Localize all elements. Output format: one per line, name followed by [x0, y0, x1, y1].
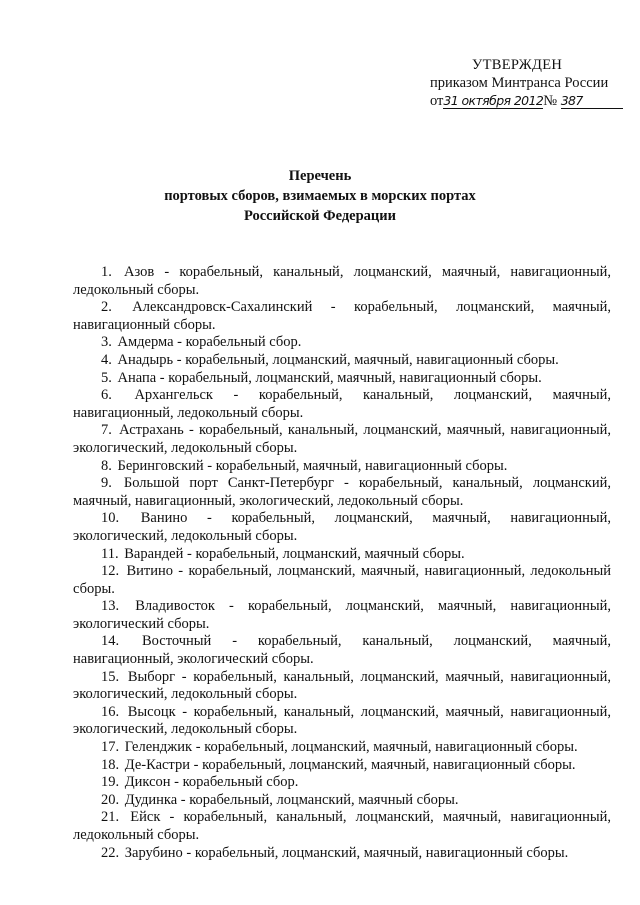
- item-number: 15.: [101, 668, 120, 685]
- item-number: 8.: [101, 457, 112, 474]
- port-name: Архангельск: [134, 387, 213, 404]
- list-item: 21. Ейск - корабельный, канальный, лоцманский, маячный, навигационный, ледокольный сборы.: [73, 809, 612, 843]
- item-number: 2.: [101, 299, 112, 316]
- port-fees: корабельный, лоцманский, маячный, навигационный, ледокольный сборы.: [73, 563, 611, 597]
- list-item: 1. Азов - корабельный, канальный, лоцманский, маячный, навигационный, ледокольный сборы.: [73, 264, 611, 298]
- port-fees: корабельный, канальный, лоцманский, маячный, навигационный, ледокольный сборы.: [73, 809, 612, 843]
- port-fees: корабельный, лоцманский, маячный сборы.: [195, 545, 465, 562]
- list-item: 10. Ванино - корабельный, лоцманский, маячный, навигационный, экологический, ледокольный сборы.: [73, 510, 611, 544]
- heading-line-3: Российской Федерации: [243, 208, 396, 224]
- list-item: 20. Дудинка - корабельный, лоцманский, маячный сборы.: [101, 791, 459, 808]
- document-heading: [0, 166, 640, 226]
- port-name: Геленджик: [124, 739, 193, 756]
- port-name: Витино: [126, 563, 173, 580]
- item-number: 7.: [101, 422, 112, 439]
- port-name: Ванино: [140, 510, 188, 527]
- item-number: 10.: [101, 510, 120, 527]
- number-prefix: №: [543, 93, 558, 109]
- port-fees: корабельный, лоцманский, маячный, навигационный сборы.: [204, 739, 578, 756]
- date-prefix: от: [430, 93, 444, 109]
- port-fees: корабельный, канальный, лоцманский, маячный, навигационный, экологический, ледокольный сборы.: [73, 475, 611, 509]
- port-fees: корабельный, лоцманский, маячный, навигационный сборы.: [168, 369, 542, 386]
- port-fees-list: [73, 264, 611, 862]
- port-fees: корабельный, канальный, лоцманский, маячный, навигационный, экологический, ледокольный сборы.: [73, 668, 611, 703]
- approval-block: [430, 56, 630, 110]
- list-item: 19. Диксон - корабельный сбор.: [101, 774, 299, 791]
- port-name: Де-Кастри: [124, 756, 190, 773]
- port-name: Выборг: [127, 668, 176, 685]
- list-item: 11. Варандей - корабельный, лоцманский, маячный сборы.: [101, 545, 465, 562]
- port-name: Владивосток: [135, 598, 215, 615]
- port-name: Астрахань: [119, 422, 184, 439]
- port-fees: корабельный, канальный, лоцманский, маячный, навигационный, ледокольный сборы.: [73, 264, 611, 298]
- port-name: Дудинка: [124, 791, 178, 808]
- port-name: Беринговский: [117, 457, 204, 474]
- item-number: 3.: [101, 334, 112, 351]
- list-item: 3. Амдерма - корабельный сбор.: [101, 334, 302, 351]
- item-number: 19.: [101, 774, 120, 791]
- list-item: 6. Архангельск - корабельный, канальный, лоцманский, маячный, навигационный, ледокольный сборы.: [73, 387, 611, 421]
- list-item: 9. Большой порт Санкт-Петербург - корабельный, канальный, лоцманский, маячный, навигационный, экологический, ледокольный сборы.: [73, 475, 611, 509]
- heading-line-1: Перечень: [288, 168, 352, 184]
- port-fees: корабельный, лоцманский, маячный, навигационный сборы.: [185, 351, 559, 368]
- approval-order: приказом Минтранса России: [430, 75, 609, 91]
- port-fees: корабельный, канальный, лоцманский, маячный, навигационный, экологический, ледокольный сборы.: [73, 422, 611, 456]
- port-name: Восточный: [142, 633, 212, 650]
- item-number: 4.: [101, 351, 112, 368]
- port-fees: корабельный сбор.: [182, 774, 299, 791]
- port-name: Ейск: [130, 809, 161, 826]
- port-name: Анадырь: [117, 351, 174, 368]
- item-number: 18.: [101, 756, 120, 773]
- list-item: 14. Восточный - корабельный, канальный, лоцманский, маячный, навигационный, экологический сборы.: [73, 633, 611, 668]
- item-number: 22.: [101, 844, 120, 861]
- port-name: Анапа: [117, 369, 157, 386]
- list-item: 4. Анадырь - корабельный, лоцманский, маячный, навигационный сборы.: [101, 351, 559, 368]
- item-number: 20.: [101, 791, 120, 808]
- port-fees: корабельный, канальный, лоцманский, маячный, навигационный, экологический, ледокольный сборы.: [73, 703, 611, 738]
- port-fees: корабельный, лоцманский, маячный сборы.: [189, 791, 459, 808]
- item-number: 21.: [101, 809, 120, 826]
- item-number: 6.: [101, 387, 112, 404]
- list-item: 17. Геленджик - корабельный, лоцманский, маячный, навигационный сборы.: [101, 739, 578, 756]
- item-number: 16.: [101, 703, 120, 720]
- item-number: 5.: [101, 369, 112, 386]
- port-name: Диксон: [124, 774, 171, 791]
- port-name: Высоцк: [127, 703, 176, 720]
- port-name: Александровск-Сахалинский: [132, 299, 313, 316]
- port-fees: корабельный сбор.: [185, 334, 302, 351]
- list-item: 13. Владивосток - корабельный, лоцманский, маячный, навигационный, экологический сборы.: [73, 598, 611, 632]
- port-fees: корабельный, лоцманский, маячный, навигационный, экологический, ледокольный сборы.: [73, 510, 611, 544]
- port-fees: корабельный, канальный, лоцманский, маячный, навигационный, экологический сборы.: [73, 633, 611, 668]
- port-fees: корабельный, лоцманский, маячный, навигационный сборы.: [202, 756, 576, 773]
- list-item: 5. Анапа - корабельный, лоцманский, маячный, навигационный сборы.: [101, 369, 542, 386]
- item-number: 14.: [101, 633, 120, 650]
- port-name: Варандей: [124, 545, 184, 562]
- list-item: 12. Витино - корабельный, лоцманский, маячный, навигационный, ледокольный сборы.: [73, 563, 611, 597]
- port-fees: корабельный, лоцманский, маячный, навигационный сборы.: [194, 844, 569, 861]
- port-name: Большой порт Санкт-Петербург: [123, 475, 334, 492]
- item-number: 1.: [101, 264, 112, 280]
- approval-date-line: [430, 92, 630, 110]
- list-item: 16. Высоцк - корабельный, канальный, лоцманский, маячный, навигационный, экологический, ледокольный сборы.: [73, 703, 611, 738]
- item-number: 9.: [101, 475, 112, 492]
- list-item: 15. Выборг - корабельный, канальный, лоцманский, маячный, навигационный, экологический, ледокольный сборы.: [73, 668, 611, 703]
- list-item: 7. Астрахань - корабельный, канальный, лоцманский, маячный, навигационный, экологический, ледокольный сборы.: [73, 422, 611, 456]
- item-number: 12.: [101, 563, 120, 580]
- port-name: Азов: [124, 264, 155, 280]
- port-name: Зарубино: [124, 844, 183, 861]
- port-name: Амдерма: [117, 334, 174, 351]
- handwritten-number: 387: [561, 94, 623, 109]
- heading-line-2: портовых сборов, взимаемых в морских портах: [164, 188, 476, 204]
- port-fees: корабельный, канальный, лоцманский, маячный, навигационный, ледокольный сборы.: [73, 387, 611, 421]
- list-item: 18. Де-Кастри - корабельный, лоцманский, маячный, навигационный сборы.: [101, 756, 576, 773]
- item-number: 17.: [101, 739, 120, 756]
- port-fees: корабельный, лоцманский, маячный, навигационный, экологический сборы.: [73, 598, 611, 632]
- handwritten-date: 31 октября 2012: [443, 93, 544, 108]
- port-fees: корабельный, маячный, навигационный сборы.: [215, 457, 508, 474]
- list-item: 2. Александровск-Сахалинский - корабельный, лоцманский, маячный, навигационный сборы.: [73, 299, 611, 333]
- item-number: 13.: [101, 598, 120, 615]
- approval-title: УТВЕРЖДЕН: [472, 57, 563, 73]
- port-fees: корабельный, лоцманский, маячный, навигационный сборы.: [73, 299, 611, 333]
- list-item: 22. Зарубино - корабельный, лоцманский, маячный, навигационный сборы.: [101, 844, 569, 861]
- list-item: 8. Беринговский - корабельный, маячный, навигационный сборы.: [101, 457, 508, 474]
- item-number: 11.: [101, 545, 119, 562]
